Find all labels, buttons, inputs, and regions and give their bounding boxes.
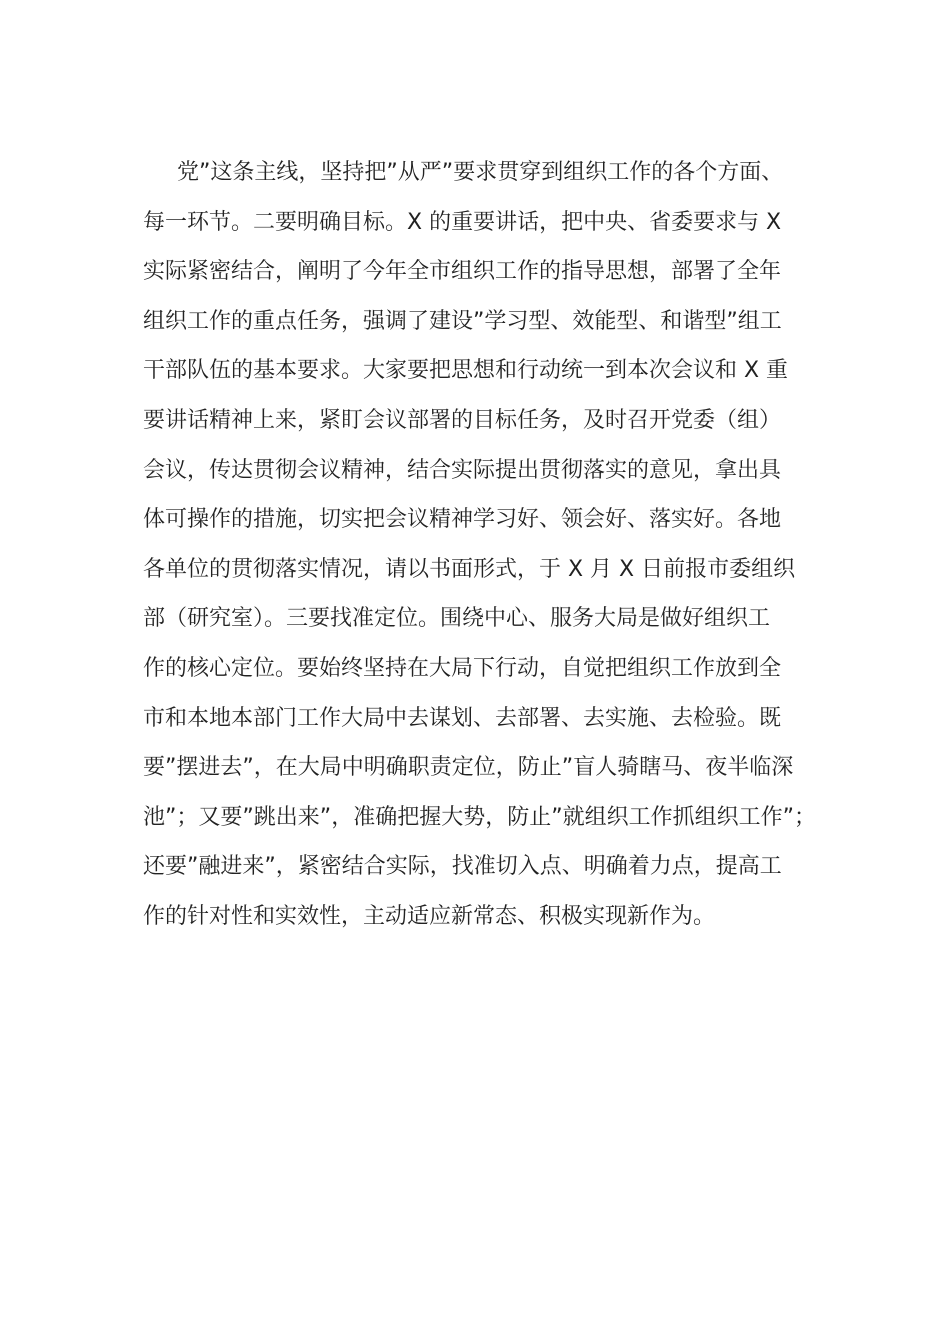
text-line: 还要”融进来”，紧密结合实际，找准切入点、明确着力点，提高工 xyxy=(143,854,782,880)
text-line: 市和本地本部门工作大局中去谋划、去部署、去实施、去检验。既 xyxy=(143,705,782,731)
text-line: 要”摆进去”，在大局中明确职责定位，防止”盲人骑瞎马、夜半临深 xyxy=(143,755,794,781)
text-line: 每一环节。二要明确目标。X 的重要讲话，把中央、省委要求与 X xyxy=(143,209,782,235)
text-line: 实际紧密结合，阐明了今年全市组织工作的指导思想，部署了全年 xyxy=(143,259,782,285)
text-line: 作的针对性和实效性，主动适应新常态、积极实现新作为。 xyxy=(143,903,716,929)
text-line: 会议，传达贯彻会议精神，结合实际提出贯彻落实的意见，拿出具 xyxy=(143,457,782,483)
text-line: 体可操作的措施，切实把会议精神学习好、领会好、落实好。各地 xyxy=(143,507,782,533)
text-line: 池”；又要”跳出来”，准确把握大势，防止”就组织工作抓组织工作”； xyxy=(143,804,816,830)
text-line: 党”这条主线，坚持把”从严”要求贯穿到组织工作的各个方面、 xyxy=(177,160,784,185)
text-line: 部（研究室）。三要找准定位。围绕中心、服务大局是做好组织工 xyxy=(143,606,771,632)
text-line: 要讲话精神上来，紧盯会议部署的目标任务，及时召开党委（组） xyxy=(143,407,782,433)
text-line: 各单位的贯彻落实情况，请以书面形式，于 X 月 X 日前报市委组织 xyxy=(143,556,796,582)
text-line: 干部队伍的基本要求。大家要把思想和行动统一到本次会议和 X 重 xyxy=(143,358,789,384)
text-line: 作的核心定位。要始终坚持在大局下行动，自觉把组织工作放到全 xyxy=(143,655,782,681)
text-line: 组织工作的重点任务，强调了建设”学习型、效能型、和谐型”组工 xyxy=(143,308,782,334)
document-body xyxy=(143,148,816,942)
